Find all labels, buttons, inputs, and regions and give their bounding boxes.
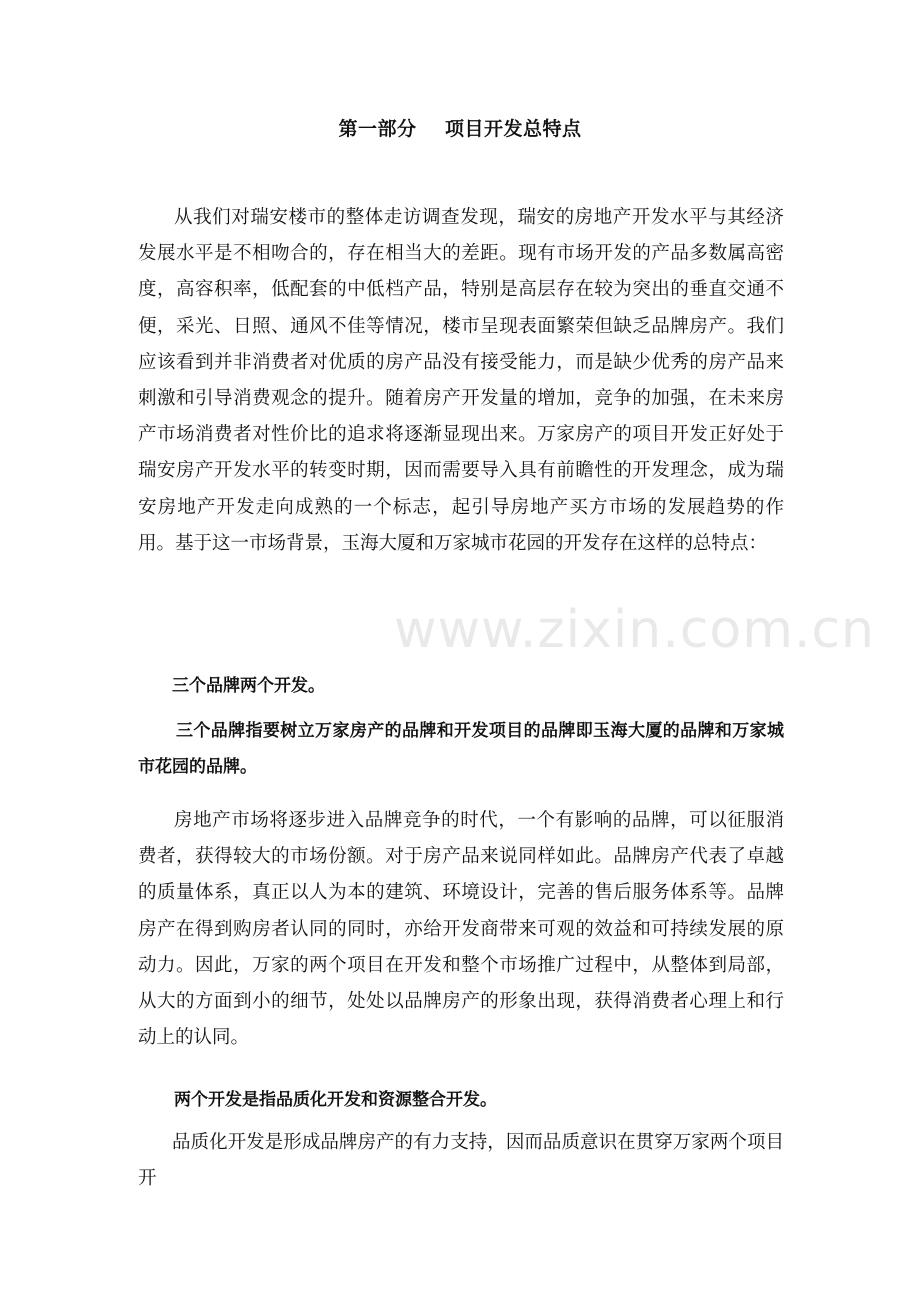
page-title: 第一部分 项目开发总特点 [338, 118, 582, 140]
quality-paragraph: 品质化开发是形成品牌房产的有力支持，因而品质意识在贯穿万家两个项目开 [138, 1132, 784, 1190]
brand-statement: 三个品牌指要树立万家房产的品牌和开发项目的品牌即玉海大厦的品牌和万家城市花园的品牌。 [138, 721, 784, 778]
watermark: www.zixin.com.cn [394, 600, 875, 660]
intro-paragraph: 从我们对瑞安楼市的整体走访调查发现，瑞安的房地产开发水平与其经济发展水平是不相吻合的，存在相当大的差距。现有市场开发的产品多数属高密度，高容积率，低配套的中低档产品，特别是高层存在较为突出的垂直交通不便，采光、日照、通风不佳等情况，楼市呈现表面繁荣但缺乏品牌房产。我们应该看到并非消费者对优质的房产品没有接受能力，而是缺少优秀的房产品来刺激和引导消费观念的提升。随着房产开发量的增加，竞争的加强，在未来房产市场消费者对性价比的追求将逐渐显现出来。万家房产的项目开发正好处于瑞安房产开发水平的转变时期，因而需要导入具有前瞻性的开发理念，成为瑞安房地产开发走向成熟的一个标志，起引导房地产买方市场的发展趋势的作用。基于这一市场背景，玉海大厦和万家城市花园的开发存在这样的总特点： [138, 207, 784, 554]
section-heading-brands: 三个品牌两个开发。 [172, 676, 325, 696]
brand-paragraph: 房地产市场将逐步进入品牌竞争的时代，一个有影响的品牌，可以征服消费者，获得较大的市场份额。对于房产品来说同样如此。品牌房产代表了卓越的质量体系，真正以人为本的建筑、环境设计，完善的售后服务体系等。品牌房产在得到购房者认同的同时，亦给开发商带来可观的效益和可持续发展的原动力。因此，万家的两个项目在开发和整个市场推广过程中，从整体到局部，从大的方面到小的细节，处处以品牌房产的形象出现，获得消费者心理上和行动上的认同。 [138, 810, 784, 1049]
section-heading-development: 两个开发是指品质化开发和资源整合开发。 [174, 1090, 497, 1110]
